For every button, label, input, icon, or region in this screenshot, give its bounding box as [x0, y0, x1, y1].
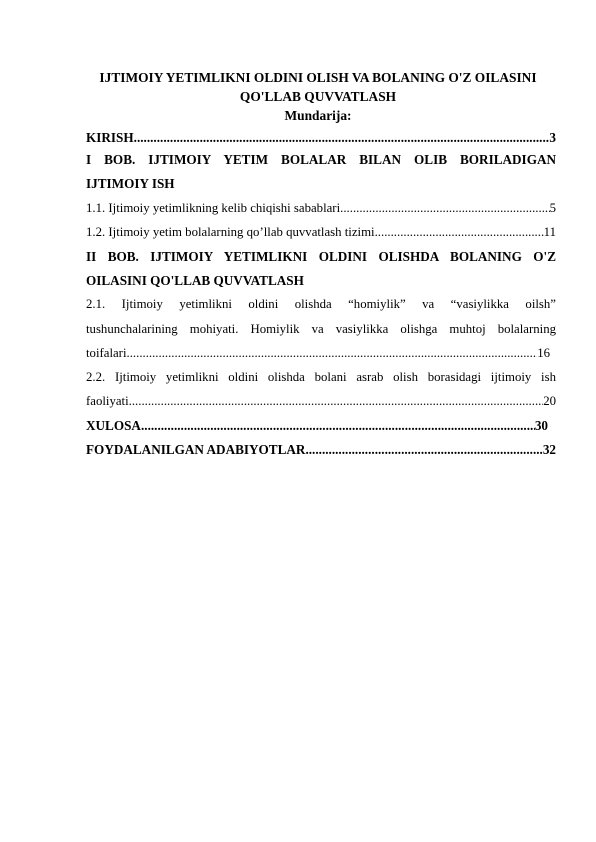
toc-page-number: 32	[542, 442, 556, 457]
toc-entry-label: faoliyati	[86, 394, 129, 408]
toc-leader-dots	[127, 344, 538, 363]
toc-leader-dots	[375, 223, 544, 242]
toc-page-number: 20	[543, 394, 556, 408]
toc-entry-2-1-line-1[interactable]: 2.1. Ijtimoiy yetimlikni oldini olishda “homiylik” va “vasiylikka oilsh”	[86, 297, 556, 311]
toc-page-number: 5	[549, 201, 556, 215]
contents-heading: Mundarija:	[284, 108, 352, 123]
toc-chapter-1-line-1[interactable]: I BOB. IJTIMOIY YETIM BOLALAR BILAN OLIB BORILADIGAN	[86, 152, 556, 167]
document-title-line-2: QO'LLAB QUVVATLASH	[239, 89, 397, 104]
toc-page-number: 3	[549, 130, 556, 145]
toc-entry-label: XULOSA	[86, 418, 141, 433]
toc-chapter-2-line-2[interactable]: OILASINI QO'LLAB QUVVATLASH	[86, 273, 304, 288]
toc-leader-dots	[141, 416, 535, 435]
toc-entry-2-2-line-2[interactable]	[86, 392, 556, 411]
toc-leader-dots	[340, 199, 549, 218]
toc-entry-label: 1.1. Ijtimoiy yetimlikning kelib chiqishi sabablari	[86, 201, 341, 215]
document-title-line-1: IJTIMOIY YETIMLIKNI OLDINI OLISH VA BOLANING O'Z OILASINI	[99, 70, 537, 85]
toc-entry-label: 1.2. Ijtimoiy yetim bolalarning qo’llab quvvatlash tizimi	[86, 225, 375, 239]
toc-entry-2-2-line-1[interactable]: 2.2. Ijtimoiy yetimlikni oldini olishda bolani asrab olish borasidagi ijtimoiy ish	[86, 370, 556, 384]
toc-chapter-1-line-2[interactable]: IJTIMOIY ISH	[86, 176, 175, 191]
toc-entry-adabiyotlar[interactable]	[86, 440, 556, 459]
toc-page-number: 11	[543, 225, 556, 239]
toc-entry-label: toifalari	[86, 346, 127, 360]
toc-leader-dots	[134, 128, 550, 147]
toc-entry-1-1[interactable]	[86, 199, 556, 218]
toc-entry-label: KIRISH	[86, 130, 134, 145]
toc-page-number: 16	[537, 346, 550, 360]
toc-leader-dots	[129, 392, 544, 411]
toc-entry-2-1-line-3[interactable]	[86, 344, 550, 363]
toc-entry-label: FOYDALANILGAN ADABIYOTLAR	[86, 442, 306, 457]
toc-page-number: 30	[534, 418, 548, 433]
toc-entry-xulosa[interactable]	[86, 416, 548, 435]
toc-entry-2-1-line-2[interactable]: tushunchalarining mohiyati. Homiylik va vasiylikka olishga muhtoj bolalarning	[86, 322, 556, 336]
toc-entry-1-2[interactable]	[86, 223, 556, 242]
toc-entry-kirish[interactable]	[86, 128, 556, 147]
toc-chapter-2-line-1[interactable]: II BOB. IJTIMOIY YETIMLIKNI OLDINI OLISHDA BOLANING O'Z	[86, 249, 556, 264]
toc-leader-dots	[305, 440, 542, 459]
